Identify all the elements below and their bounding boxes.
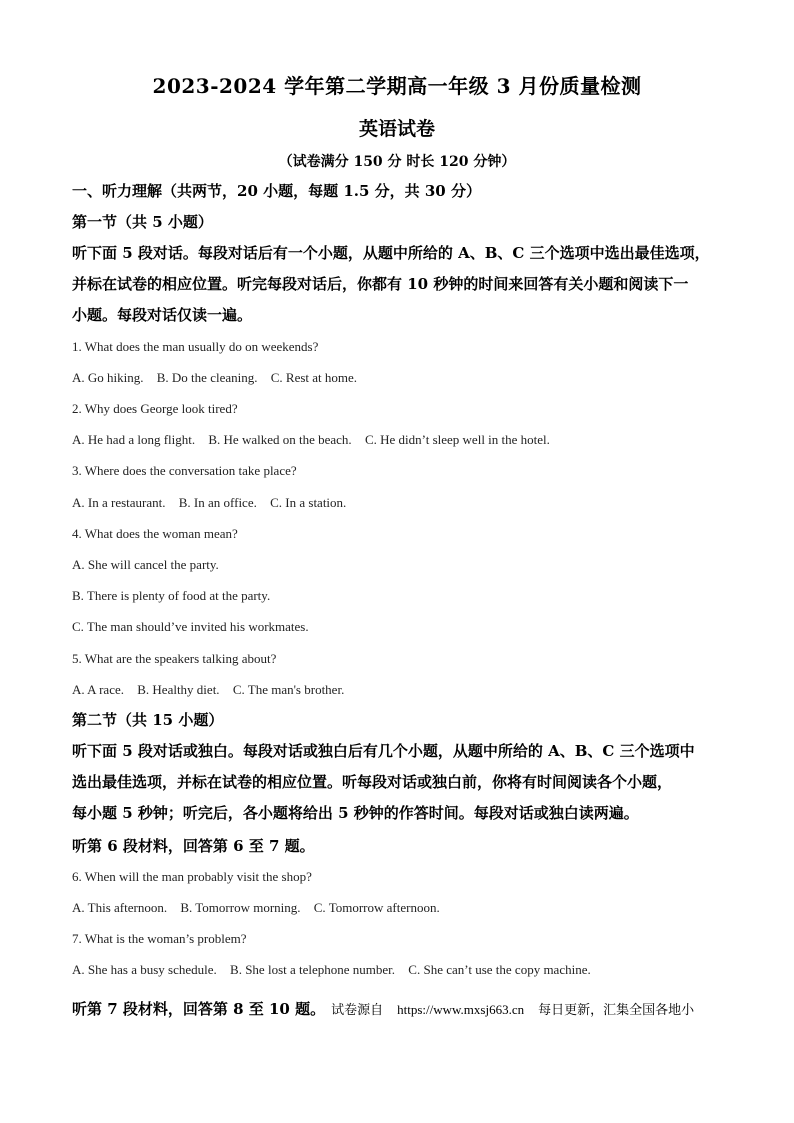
question-3: 3. Where does the conversation take place?	[72, 463, 297, 478]
question-1-options	[72, 369, 732, 387]
section2-instructions	[72, 736, 732, 829]
question-2: 2. Why does George look tired?	[72, 401, 238, 416]
question-4-option-b: B. There is plenty of food at the party.	[72, 588, 271, 603]
exam-title: 2023-2024 学年第二学期高一年级 3 月份质量检测	[152, 74, 642, 98]
instruction-line: 听下面 5 段对话。每段对话后有一个小题，从题中所给的 A、B、C 三个选项中选出最佳选项，	[72, 244, 710, 262]
option-c: C. She can’t use the copy machine.	[408, 962, 591, 977]
option-c: C. The man's brother.	[232, 682, 345, 697]
section1-instructions	[72, 238, 732, 331]
question-4: 4. What does the woman mean?	[72, 526, 238, 541]
question-5-options	[72, 681, 732, 699]
question-6-options	[72, 899, 732, 917]
instruction-line: 听下面 5 段对话或独白。每段对话或独白后有几个小题，从题中所给的 A、B、C 三个选项中	[72, 742, 695, 760]
source-link[interactable]: https://www.mxsj663.cn	[397, 1002, 525, 1017]
question-6: 6. When will the man probably visit the shop?	[72, 869, 312, 884]
section1-heading: 第一节（共 5 小题）	[72, 213, 213, 231]
material-7-line	[72, 998, 732, 1019]
option-a: A. Go hiking.	[72, 370, 144, 385]
option-b: B. She lost a telephone number.	[230, 962, 396, 977]
question-5: 5. What are the speakers talking about?	[72, 651, 277, 666]
material-7-heading: 听第 7 段材料，回答第 8 至 10 题。	[72, 1000, 326, 1018]
option-a: A. He had a long flight.	[72, 432, 196, 447]
question-3-options	[72, 494, 732, 512]
instruction-line: 每小题 5 秒钟；听完后，各小题将给出 5 秒钟的作答时间。每段对话或独白读两遍。	[72, 804, 639, 822]
instruction-line: 并标在试卷的相应位置。听完每段对话后，你都有 10 秒钟的时间来回答有关小题和阅读下一	[72, 275, 689, 293]
option-b: B. In an office.	[178, 495, 257, 510]
question-7: 7. What is the woman’s problem?	[72, 931, 247, 946]
exam-subtitle: 英语试卷	[358, 118, 435, 140]
option-c: C. Tomorrow afternoon.	[313, 900, 440, 915]
update-note: 每日更新，汇集全国各地小	[538, 1003, 695, 1018]
section2-heading: 第二节（共 15 小题）	[72, 711, 224, 729]
question-4-option-a: A. She will cancel the party.	[72, 557, 219, 572]
option-b: B. Do the cleaning.	[156, 370, 258, 385]
option-a: A. She has a busy schedule.	[72, 962, 217, 977]
option-c: C. He didn’t sleep well in the hotel.	[364, 432, 550, 447]
instruction-line: 选出最佳选项，并标在试卷的相应位置。听每段对话或独白前，你将有时间阅读各个小题，	[72, 773, 673, 791]
option-c: C. In a station.	[270, 495, 347, 510]
option-b: B. Tomorrow morning.	[180, 900, 301, 915]
option-b: B. He walked on the beach.	[208, 432, 352, 447]
instruction-line: 小题。每段对话仅读一遍。	[72, 306, 253, 324]
option-a: A. This afternoon.	[72, 900, 168, 915]
part1-heading: 一、听力理解（共两节，20 小题，每题 1.5 分，共 30 分）	[72, 182, 481, 200]
question-7-options	[72, 961, 732, 979]
option-b: B. Healthy diet.	[137, 682, 220, 697]
option-c: C. Rest at home.	[270, 370, 358, 385]
exam-note: （试卷满分 150 分 时长 120 分钟）	[278, 154, 516, 170]
source-label: 试卷源自	[331, 1003, 384, 1018]
option-a: A. In a restaurant.	[72, 495, 166, 510]
question-1: 1. What does the man usually do on weekends?	[72, 339, 319, 354]
material-6-heading: 听第 6 段材料，回答第 6 至 7 题。	[72, 837, 315, 855]
option-a: A. A race.	[72, 682, 124, 697]
question-2-options	[72, 431, 732, 449]
question-4-option-c: C. The man should’ve invited his workmates.	[72, 619, 309, 634]
